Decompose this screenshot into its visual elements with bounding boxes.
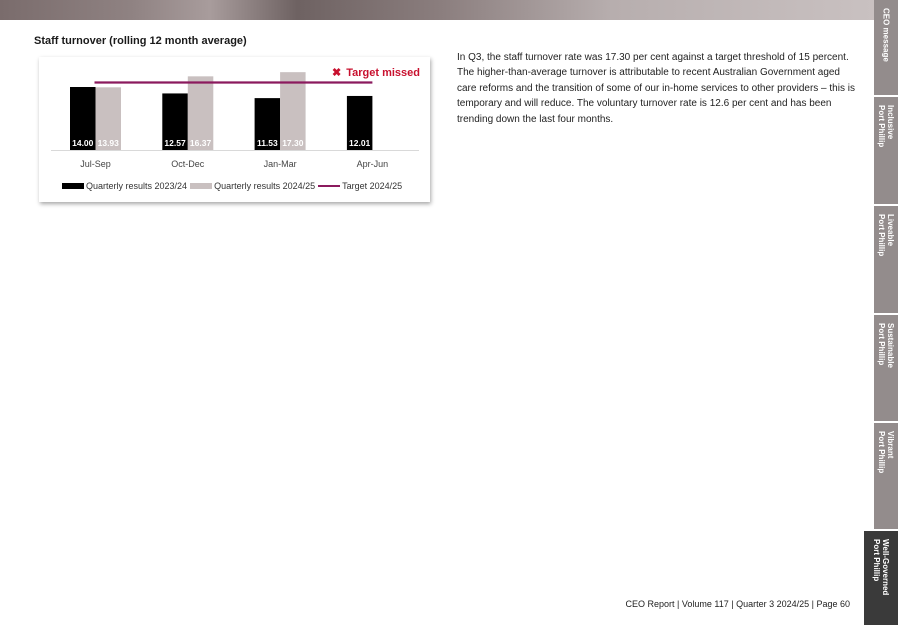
header-banner	[0, 0, 874, 20]
staff-turnover-chart	[39, 57, 430, 202]
chart-legend	[62, 181, 405, 191]
section-tabs	[874, 0, 898, 627]
side-tab-label: Inclusive Port Phillip	[877, 105, 895, 148]
data-label: 13.93	[97, 138, 119, 148]
page-footer: CEO Report | Volume 117 | Quarter 3 2024/25 | Page 60	[625, 599, 850, 609]
x-tick-label: Jul-Sep	[80, 159, 111, 169]
x-tick-label: Jan-Mar	[263, 159, 297, 169]
section-title: Staff turnover (rolling 12 month average)	[34, 35, 247, 47]
side-tab-label: CEO message	[881, 8, 891, 62]
legend-item-target	[318, 181, 402, 191]
data-label: 14.00	[72, 138, 94, 148]
x-tick-label: Apr-Jun	[356, 159, 389, 169]
data-label: 12.01	[349, 138, 371, 148]
side-tab-label: Vibrant Port Phillip	[877, 431, 895, 474]
data-label: 16.37	[189, 138, 212, 148]
legend-swatch	[62, 183, 84, 189]
side-tab-liveable-port-phillip[interactable]	[874, 206, 898, 315]
data-label: 11.53	[256, 138, 278, 148]
side-tab-sustainable-port-phillip[interactable]	[874, 315, 898, 423]
legend-swatch	[190, 183, 212, 189]
legend-label: Target 2024/25	[342, 181, 403, 191]
commentary-text: In Q3, the staff turnover rate was 17.30 per cent against a target threshold of 15 percent. The higher-than-average turnover is attributable to recent Australian Government aged care reforms and the transition of some of our in-home services to other providers – this is temporary and will reduce. The voluntary turnover rate is 12.6 per cent and has been trending down the last four months.	[457, 52, 855, 125]
side-tab-label: Sustainable Port Phillip	[877, 323, 895, 368]
side-tab-ceo-message[interactable]	[874, 0, 898, 97]
cross-icon: ✖	[332, 67, 342, 79]
legend-item-2023-24	[62, 181, 187, 191]
status-flag-text: Target missed	[346, 67, 420, 79]
side-tab-label: Liveable Port Phillip	[877, 214, 895, 257]
data-label: 17.30	[282, 138, 304, 148]
data-label: 12.57	[164, 138, 186, 148]
legend-swatch	[318, 185, 340, 187]
legend-label: Quarterly results 2024/25	[214, 181, 316, 191]
status-flag	[332, 66, 420, 79]
legend-label: Quarterly results 2023/24	[86, 181, 188, 191]
side-tab-well-governed-port-phillip[interactable]	[864, 531, 898, 627]
side-tab-inclusive-port-phillip[interactable]	[874, 97, 898, 206]
side-tab-vibrant-port-phillip[interactable]	[874, 423, 898, 531]
side-tab-label: Well-Governed Port Phillip	[872, 539, 890, 596]
legend-item-2024-25	[190, 181, 315, 191]
x-tick-label: Oct-Dec	[171, 159, 205, 169]
